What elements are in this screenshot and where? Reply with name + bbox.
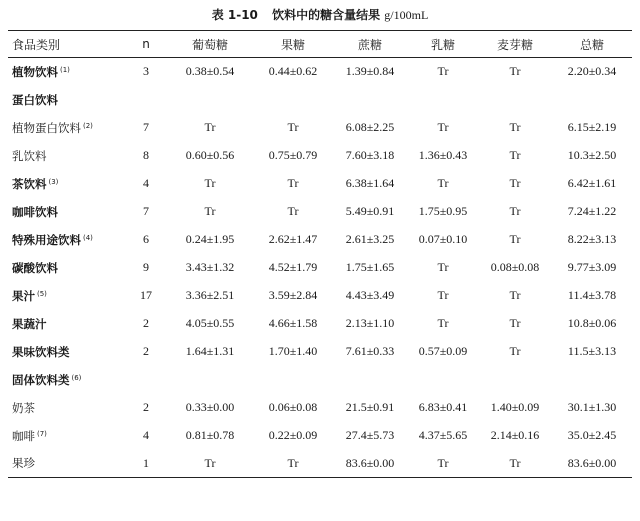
cell-lactose: Tr: [437, 176, 449, 190]
cell-sucrose: 27.4±5.73: [345, 428, 395, 442]
cell-glucose: 0.81±0.78: [185, 428, 235, 442]
cell-n: 2: [143, 344, 149, 358]
table-row: [8, 338, 632, 366]
cell-glucose: Tr: [204, 455, 216, 470]
category-label: 特殊用途饮料: [12, 232, 81, 247]
category-label: 奶茶: [12, 400, 35, 415]
cell-glucose: Tr: [204, 120, 216, 134]
category-label: 植物蛋白饮料: [12, 120, 81, 135]
cell-n: 3: [143, 64, 149, 79]
cell-maltose: Tr: [509, 316, 521, 330]
table-row: [8, 282, 632, 310]
header-category: 食品类别: [12, 37, 61, 52]
cell-maltose: Tr: [509, 176, 521, 190]
cell-maltose: 1.40±0.09: [490, 400, 540, 414]
cell-fructose: Tr: [287, 176, 299, 190]
table-number: 表 1-10: [211, 8, 258, 22]
cell-category: [8, 198, 126, 226]
category-label: 植物饮料: [12, 64, 58, 79]
cell-maltose: Tr: [509, 455, 521, 470]
category-label: 乳饮料: [12, 148, 47, 163]
table-row: [8, 142, 632, 170]
footnote-marker: (1): [60, 65, 70, 74]
header-fructose: 果糖: [280, 37, 305, 52]
cell-sucrose: 5.49±0.91: [345, 204, 395, 218]
cell-maltose: Tr: [509, 344, 521, 358]
category-label: 固体饮料类: [12, 372, 70, 387]
footnote-marker: (7): [37, 429, 47, 438]
cell-glucose: 0.60±0.56: [185, 148, 235, 162]
cell-n: 4: [143, 176, 149, 190]
cell-category: [8, 394, 126, 422]
cell-total-sugar: 11.5±3.13: [567, 344, 617, 358]
cell-lactose: Tr: [437, 260, 449, 274]
cell-fructose: 0.22±0.09: [268, 428, 318, 442]
category-label: 茶饮料: [12, 176, 47, 191]
table-body: [8, 58, 632, 478]
header-lactose: 乳糖: [430, 37, 455, 52]
cell-sucrose: 2.13±1.10: [345, 316, 395, 330]
header-maltose: 麦芽糖: [496, 37, 533, 52]
cell-total-sugar: 10.8±0.06: [567, 316, 617, 330]
cell-total-sugar: 83.6±0.00: [567, 455, 617, 470]
cell-lactose: 1.75±0.95: [418, 204, 468, 218]
cell-total-sugar: 30.1±1.30: [567, 400, 617, 414]
cell-n: 8: [143, 148, 149, 162]
category-label: 蛋白饮料: [12, 92, 58, 107]
cell-total-sugar: 10.3±2.50: [567, 148, 617, 162]
table-caption: [0, 6, 640, 23]
cell-n: 2: [143, 400, 149, 414]
header-glucose: 葡萄糖: [191, 37, 228, 52]
cell-sucrose: 6.38±1.64: [345, 176, 395, 190]
table-header-row: [8, 31, 632, 58]
cell-sucrose: 7.61±0.33: [345, 344, 395, 358]
category-label: 果汁: [12, 288, 35, 303]
footnote-marker: (6): [71, 373, 82, 382]
cell-lactose: Tr: [437, 316, 449, 330]
cell-category: [8, 254, 126, 282]
cell-lactose: Tr: [437, 120, 449, 134]
cell-fructose: Tr: [287, 455, 299, 470]
cell-maltose: Tr: [509, 64, 521, 79]
cell-total-sugar: [552, 86, 632, 114]
cell-n: 7: [143, 120, 149, 134]
cell-sucrose: 83.6±0.00: [345, 455, 395, 470]
cell-category: [8, 170, 126, 198]
cell-fructose: 0.75±0.79: [268, 148, 318, 162]
table-row: [8, 422, 632, 450]
table-row: [8, 114, 632, 142]
category-label: 果珍: [12, 456, 35, 471]
cell-fructose: 2.62±1.47: [268, 232, 318, 246]
cell-category: [8, 282, 126, 310]
cell-n: [126, 86, 166, 114]
cell-total-sugar: 7.24±1.22: [567, 204, 617, 218]
cell-sucrose: 1.75±1.65: [345, 260, 395, 274]
cell-sucrose: 21.5±0.91: [345, 400, 395, 414]
cell-lactose: 4.37±5.65: [418, 428, 468, 442]
cell-glucose: Tr: [204, 176, 216, 190]
cell-maltose: Tr: [509, 204, 521, 218]
table-unit: g/100mL: [384, 8, 429, 22]
cell-glucose: 3.36±2.51: [185, 288, 235, 302]
cell-n: [126, 366, 166, 394]
header-n: n: [142, 37, 150, 51]
cell-lactose: 6.83±0.41: [418, 400, 468, 414]
cell-fructose: Tr: [287, 120, 299, 134]
cell-category: [8, 450, 126, 478]
cell-maltose: Tr: [509, 148, 521, 162]
cell-glucose: 4.05±0.55: [185, 316, 235, 330]
footnote-marker: (4): [83, 233, 93, 242]
cell-maltose: Tr: [509, 288, 521, 302]
cell-n: 6: [143, 232, 149, 246]
cell-sucrose: 4.43±3.49: [345, 288, 395, 302]
cell-lactose: Tr: [437, 64, 449, 79]
table-row: [8, 254, 632, 282]
cell-glucose: 1.64±1.31: [185, 344, 235, 358]
table-row: [8, 58, 632, 86]
header-total-sugar: 总糖: [579, 37, 604, 52]
cell-category: [8, 58, 126, 86]
category-label: 果蔬汁: [12, 316, 47, 331]
table-row: [8, 198, 632, 226]
table-row: [8, 450, 632, 478]
table-row: [8, 170, 632, 198]
cell-glucose: [166, 86, 254, 114]
cell-total-sugar: 35.0±2.45: [567, 428, 617, 442]
cell-category: [8, 366, 126, 394]
cell-lactose: [408, 86, 478, 114]
table-row: [8, 366, 632, 394]
cell-total-sugar: 2.20±0.34: [567, 64, 617, 79]
cell-lactose: 0.57±0.09: [418, 344, 468, 358]
cell-total-sugar: 6.15±2.19: [567, 120, 617, 134]
cell-category: [8, 338, 126, 366]
cell-sucrose: [332, 86, 408, 114]
cell-lactose: 1.36±0.43: [418, 148, 468, 162]
table-title: 饮料中的糖含量结果: [272, 8, 381, 22]
footnote-marker: (5): [37, 289, 47, 298]
cell-maltose: Tr: [509, 232, 521, 246]
cell-maltose: [478, 86, 552, 114]
cell-category: [8, 142, 126, 170]
cell-fructose: [254, 86, 332, 114]
cell-sucrose: 1.39±0.84: [345, 64, 395, 79]
cell-lactose: [408, 366, 478, 394]
header-sucrose: 蔗糖: [357, 37, 382, 52]
cell-category: [8, 86, 126, 114]
cell-lactose: Tr: [437, 288, 449, 302]
cell-category: [8, 310, 126, 338]
cell-fructose: [254, 366, 332, 394]
cell-sucrose: [332, 366, 408, 394]
cell-glucose: 0.24±1.95: [185, 232, 235, 246]
cell-sucrose: 2.61±3.25: [345, 232, 395, 246]
cell-glucose: [166, 366, 254, 394]
cell-category: [8, 226, 126, 254]
cell-n: 17: [140, 288, 152, 302]
category-label: 咖啡: [12, 428, 35, 443]
cell-fructose: 1.70±1.40: [268, 344, 318, 358]
category-label: 果味饮料类: [12, 344, 70, 359]
cell-fructose: Tr: [287, 204, 299, 218]
cell-category: [8, 422, 126, 450]
footnote-marker: (2): [83, 121, 93, 130]
table-row: [8, 394, 632, 422]
cell-fructose: 4.66±1.58: [268, 316, 318, 330]
cell-glucose: Tr: [204, 204, 216, 218]
cell-sucrose: 6.08±2.25: [345, 120, 395, 134]
table-row: [8, 86, 632, 114]
cell-n: 1: [143, 455, 149, 470]
cell-fructose: 0.06±0.08: [268, 400, 318, 414]
cell-maltose: [478, 366, 552, 394]
cell-glucose: 0.33±0.00: [185, 400, 235, 414]
cell-maltose: 2.14±0.16: [490, 428, 540, 442]
cell-maltose: 0.08±0.08: [490, 260, 540, 274]
cell-n: 9: [143, 260, 149, 274]
sugar-content-table: [8, 30, 632, 478]
cell-lactose: 0.07±0.10: [418, 232, 468, 246]
cell-total-sugar: 11.4±3.78: [567, 288, 617, 302]
table-row: [8, 310, 632, 338]
cell-maltose: Tr: [509, 120, 521, 134]
cell-category: [8, 114, 126, 142]
cell-total-sugar: 9.77±3.09: [567, 260, 617, 274]
cell-n: 2: [143, 316, 149, 330]
cell-sucrose: 7.60±3.18: [345, 148, 395, 162]
cell-glucose: 0.38±0.54: [185, 64, 235, 79]
cell-total-sugar: 8.22±3.13: [567, 232, 617, 246]
cell-fructose: 4.52±1.79: [268, 260, 318, 274]
cell-fructose: 3.59±2.84: [268, 288, 318, 302]
footnote-marker: (3): [48, 177, 59, 186]
cell-lactose: Tr: [437, 455, 449, 470]
cell-glucose: 3.43±1.32: [185, 260, 235, 274]
category-label: 碳酸饮料: [12, 260, 58, 275]
cell-total-sugar: 6.42±1.61: [567, 176, 617, 190]
cell-n: 7: [143, 204, 149, 218]
table-row: [8, 226, 632, 254]
cell-n: 4: [143, 428, 149, 442]
cell-total-sugar: [552, 366, 632, 394]
cell-fructose: 0.44±0.62: [268, 64, 318, 79]
category-label: 咖啡饮料: [12, 204, 58, 219]
